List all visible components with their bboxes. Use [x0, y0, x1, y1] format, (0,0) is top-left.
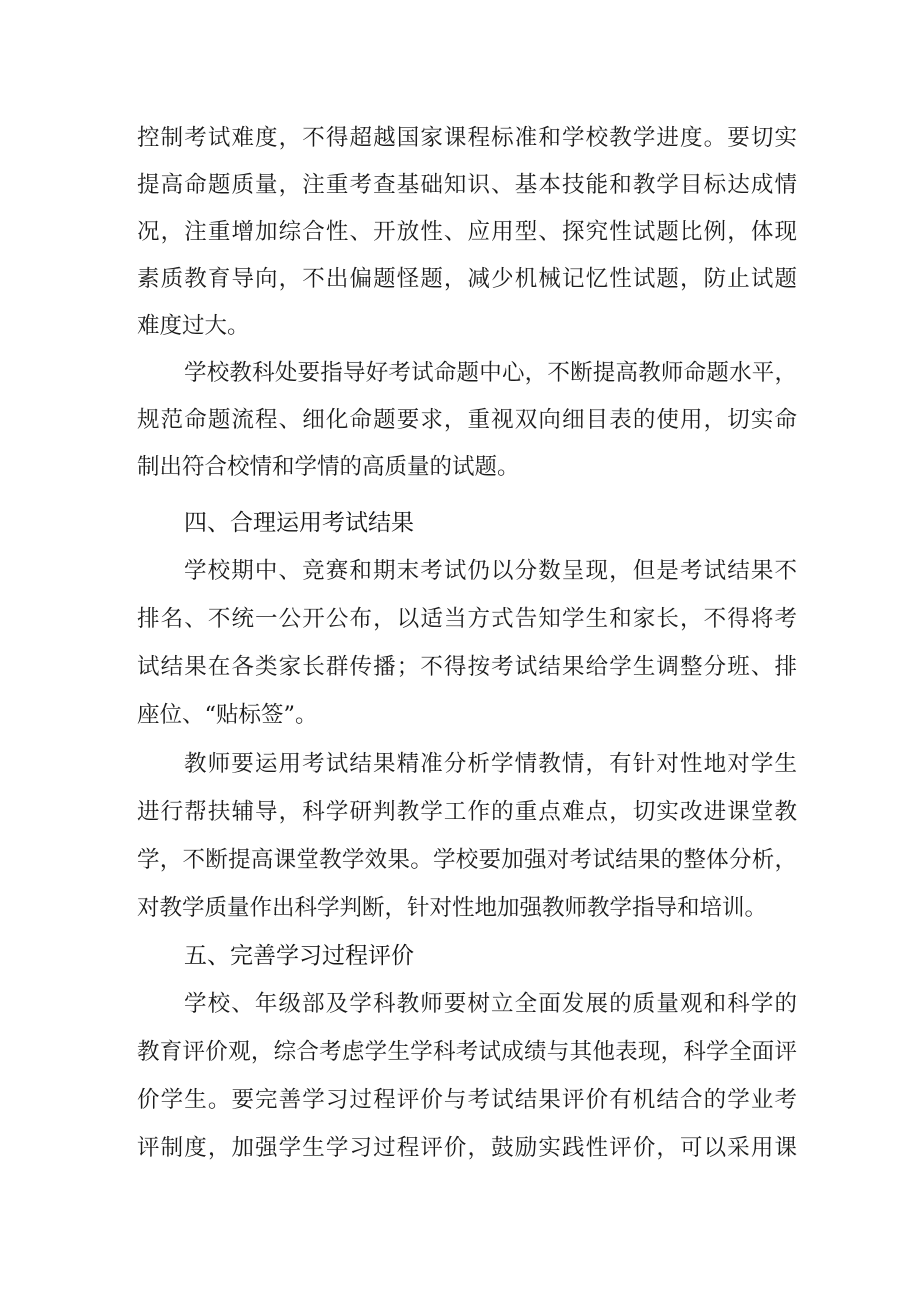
paragraph-line: 制出符合校情和学情的高质量的试题。	[137, 454, 520, 480]
paragraph-line: 素质教育导向，不出偏题怪题，减少机械记忆性试题，防止试题	[137, 266, 797, 292]
paragraph-line: 学，不断提高课堂教学效果。学校要加强对考试结果的整体分析，	[137, 847, 797, 873]
paragraph-line: 价学生。要完善学习过程评价与考试结果评价有机结合的学业考	[137, 1087, 797, 1113]
section-heading: 五、完善学习过程评价	[184, 943, 414, 969]
paragraph-line: 规范命题流程、细化命题要求，重视双向细目表的使用，切实命	[137, 407, 797, 433]
paragraph-line: 难度过大。	[137, 313, 250, 339]
paragraph-line: 控制考试难度，不得超越国家课程标准和学校教学进度。要切实	[137, 125, 797, 151]
paragraph-line: 教育评价观，综合考虑学生学科考试成绩与其他表现，科学全面评	[137, 1039, 797, 1065]
paragraph-line: 试结果在各类家长群传播；不得按考试结果给学生调整分班、排	[137, 654, 797, 680]
paragraph-line: 评制度，加强学生学习过程评价，鼓励实践性评价，可以采用课	[137, 1135, 797, 1161]
paragraph-line: 况，注重增加综合性、开放性、应用型、探究性试题比例，体现	[137, 219, 797, 245]
paragraph-line: 座位、“贴标签”。	[137, 702, 318, 728]
paragraph-line: 学校、年级部及学科教师要树立全面发展的质量观和科学的	[184, 991, 797, 1017]
paragraph-line: 学校教科处要指导好考试命题中心，不断提高教师命题水平，	[184, 360, 797, 386]
paragraph-line: 排名、不统一公开公布，以适当方式告知学生和家长，不得将考	[137, 606, 797, 632]
section-heading: 四、合理运用考试结果	[184, 510, 414, 536]
paragraph-line: 对教学质量作出科学判断，针对性地加强教师教学指导和培训。	[137, 895, 768, 921]
paragraph-line: 进行帮扶辅导，科学研判教学工作的重点难点，切实改进课堂教	[137, 799, 797, 825]
paragraph-line: 提高命题质量，注重考查基础知识、基本技能和教学目标达成情	[137, 172, 797, 198]
paragraph-line: 教师要运用考试结果精准分析学情教情，有针对性地对学生	[184, 751, 797, 777]
paragraph-line: 学校期中、竞赛和期末考试仍以分数呈现，但是考试结果不	[184, 558, 797, 584]
